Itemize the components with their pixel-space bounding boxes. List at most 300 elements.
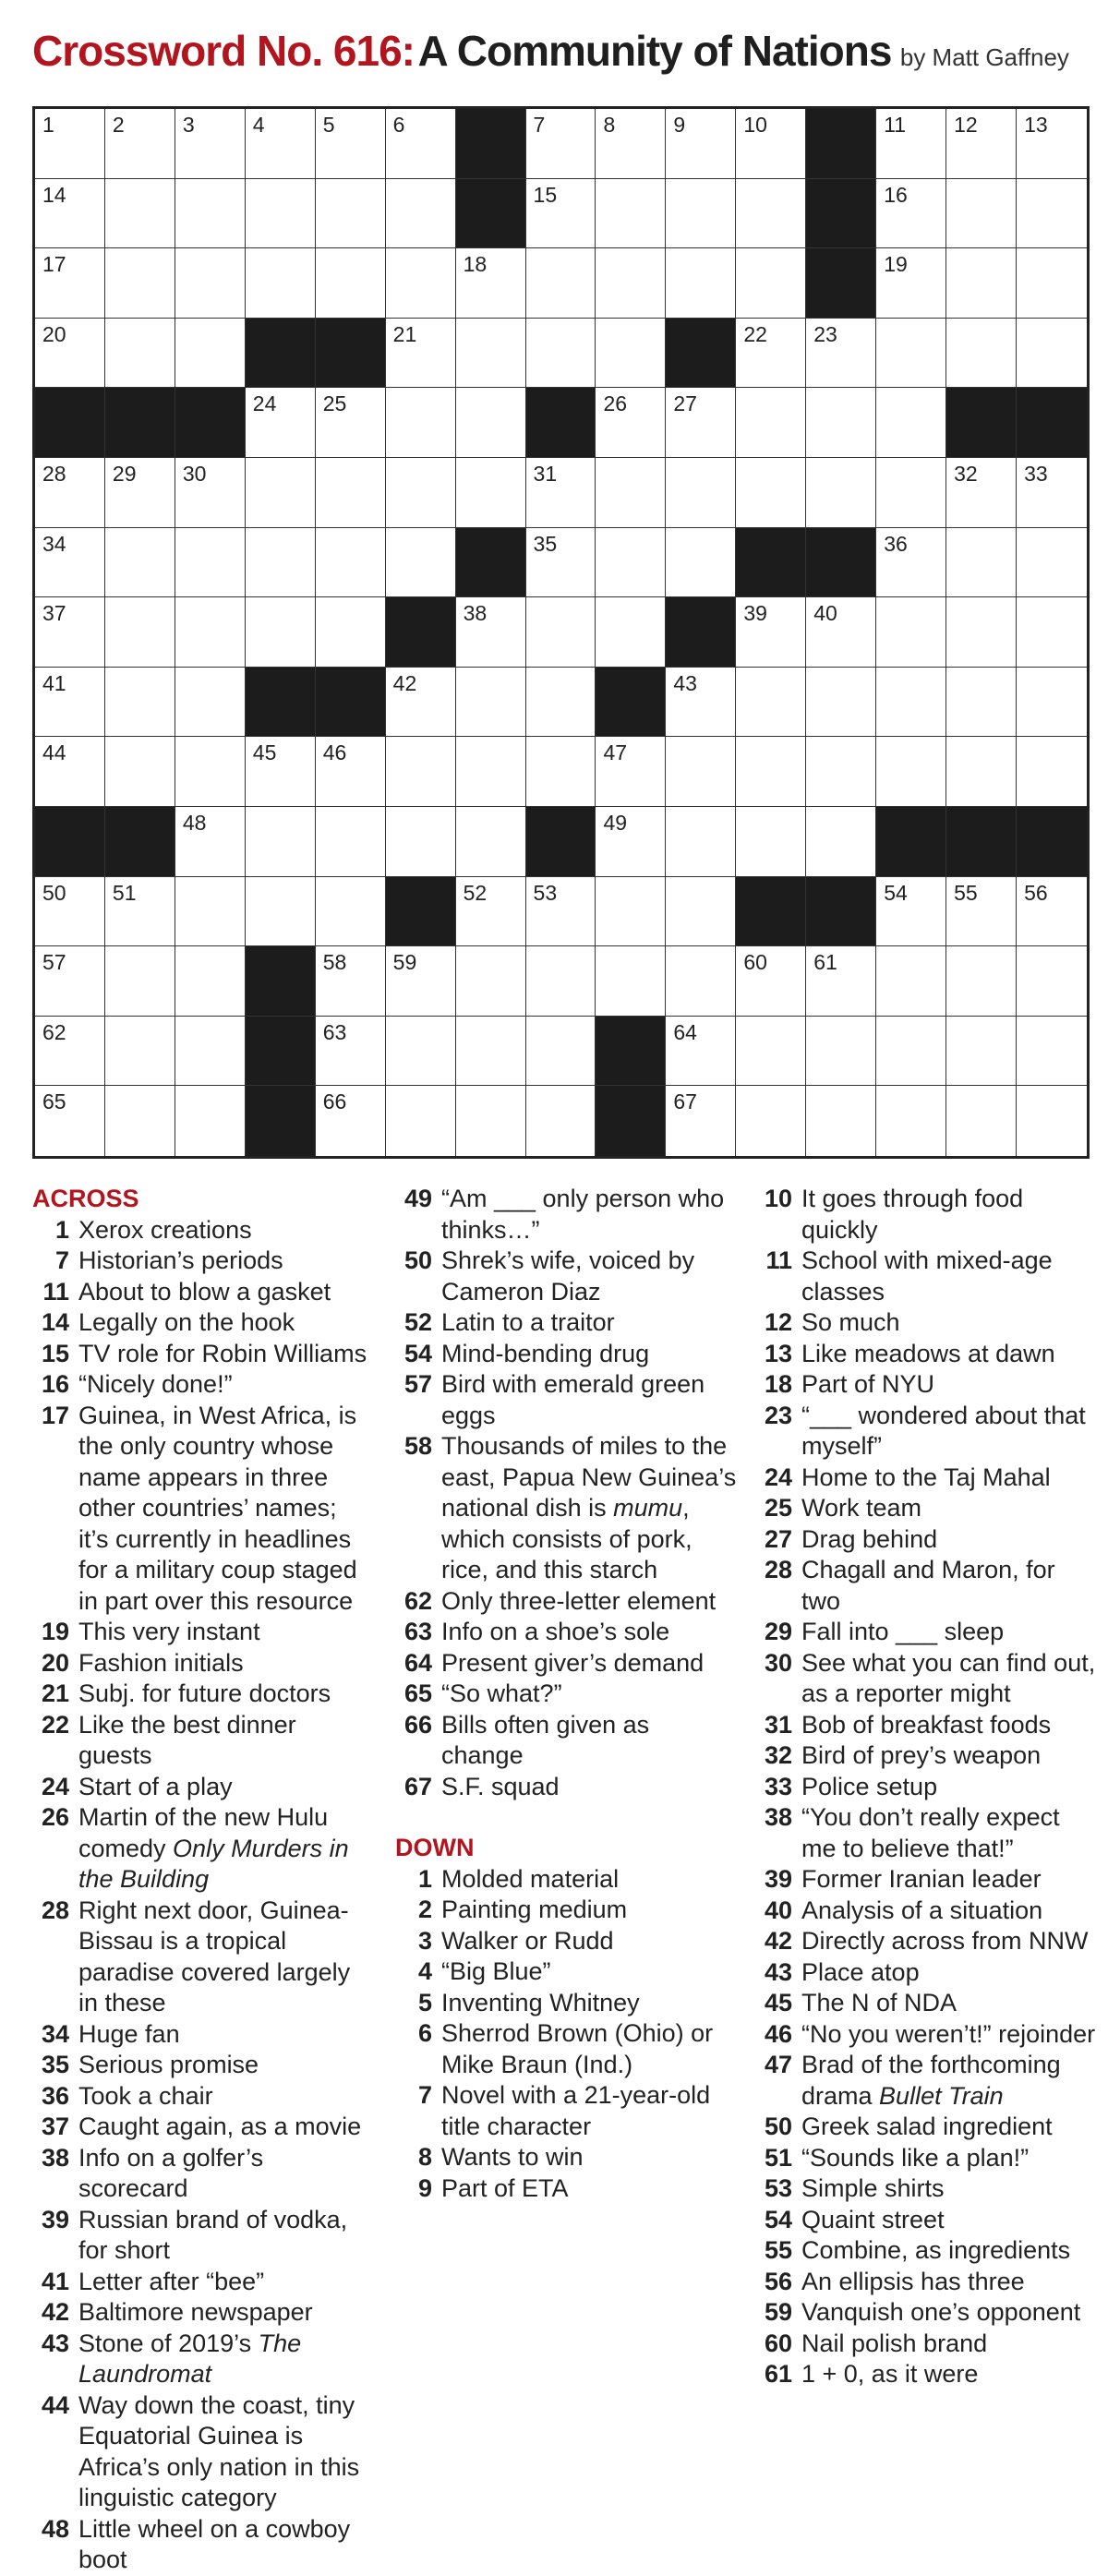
grid-cell[interactable] [386, 388, 456, 458]
grid-cell[interactable] [35, 737, 105, 807]
grid-cell[interactable] [736, 807, 806, 877]
clue-number: 28 [41, 1896, 69, 1924]
grid-cell[interactable] [596, 458, 666, 528]
clue-text [801, 1339, 1099, 1370]
grid-cell[interactable] [946, 668, 1017, 738]
clue-number: 34 [41, 2019, 69, 2048]
grid-cell[interactable] [946, 319, 1017, 389]
grid-cell[interactable] [736, 737, 806, 807]
grid-cell[interactable] [386, 319, 456, 389]
grid-cell[interactable] [596, 877, 666, 947]
grid-cell[interactable] [946, 737, 1017, 807]
grid-cell[interactable] [666, 528, 736, 598]
grid-cell[interactable] [806, 319, 876, 389]
clue-item [755, 1926, 1099, 1957]
grid-cell[interactable] [246, 807, 316, 877]
grid-cell[interactable] [316, 946, 386, 1017]
grid-cell[interactable] [175, 737, 246, 807]
grid-cell[interactable] [876, 248, 946, 319]
grid-cell[interactable] [666, 807, 736, 877]
grid-cell[interactable] [946, 1017, 1017, 1087]
clue-text-main: Russian brand of vodka, for short [78, 2205, 348, 2264]
grid-cell[interactable] [175, 179, 246, 249]
clue-text-main: Simple shirts [801, 2174, 945, 2202]
grid-cell[interactable] [386, 248, 456, 319]
grid-cell[interactable] [35, 528, 105, 598]
clue-number: 53 [764, 2174, 792, 2202]
grid-cell[interactable] [35, 319, 105, 389]
grid-cell[interactable] [806, 737, 876, 807]
clue-number: 61 [764, 2360, 792, 2388]
clue-number: 51 [764, 2143, 792, 2172]
clue-number: 45 [764, 1989, 792, 2016]
clue-text-main: Bird of prey’s weapon [801, 1741, 1042, 1769]
cell-number: 32 [954, 461, 978, 486]
grid-cell[interactable] [456, 248, 526, 319]
grid-cell[interactable] [105, 109, 175, 179]
clue-item [32, 1710, 372, 1772]
grid-cell[interactable] [666, 877, 736, 947]
grid-cell[interactable] [35, 248, 105, 319]
grid-cell[interactable] [246, 179, 316, 249]
clue-text-main: Analysis of a situation [801, 1896, 1043, 1924]
grid-cell[interactable] [666, 668, 736, 738]
grid-cell[interactable] [596, 737, 666, 807]
grid-cell[interactable] [386, 668, 456, 738]
grid-cell[interactable] [806, 668, 876, 738]
grid-cell[interactable] [1017, 1017, 1087, 1087]
clue-text-main: Info on a golfer’s scorecard [78, 2143, 264, 2202]
grid-cell[interactable] [526, 668, 596, 738]
clue-number: 8 [417, 2143, 432, 2171]
grid-cell[interactable] [736, 388, 806, 458]
grid-cell[interactable] [596, 109, 666, 179]
grid-cell[interactable] [526, 528, 596, 598]
grid-cell[interactable] [456, 807, 526, 877]
clue-item [395, 1772, 737, 1803]
clue-number: 23 [764, 1401, 792, 1429]
clue-number: 3 [417, 1926, 432, 1955]
grid-cell[interactable] [105, 1017, 175, 1087]
grid-cell[interactable] [526, 458, 596, 528]
grid-cell[interactable] [526, 1017, 596, 1087]
grid-cell[interactable] [806, 1017, 876, 1087]
cell-number: 55 [954, 880, 978, 905]
clue-text-main: School with mixed-age classes [801, 1246, 1053, 1306]
clue-text-main: Bills often given as change [441, 1710, 650, 1769]
clue-item [755, 2297, 1099, 2329]
grid-cell[interactable] [736, 179, 806, 249]
grid-cell[interactable] [1017, 248, 1087, 319]
grid-cell[interactable] [386, 109, 456, 179]
grid-cell[interactable] [175, 1086, 246, 1156]
grid-cell[interactable] [806, 597, 876, 668]
grid-cell[interactable] [596, 388, 666, 458]
grid-cell[interactable] [175, 248, 246, 319]
grid-cell[interactable] [946, 528, 1017, 598]
grid-cell[interactable] [316, 1086, 386, 1156]
grid-cell[interactable] [456, 388, 526, 458]
grid-cell[interactable] [246, 528, 316, 598]
clue-text [801, 2267, 1099, 2298]
clue-text [78, 2050, 372, 2081]
grid-cell[interactable] [456, 319, 526, 389]
clue-item [395, 1431, 737, 1586]
byline: by Matt Gaffney [899, 43, 1069, 71]
clue-text [78, 1648, 372, 1679]
clue-text [78, 1710, 372, 1772]
grid-cell[interactable] [386, 946, 456, 1017]
grid-cell[interactable] [596, 179, 666, 249]
grid-cell[interactable] [456, 1086, 526, 1156]
clue-text-italic: The Laundromat [78, 2329, 302, 2388]
cell-number: 51 [112, 880, 137, 905]
grid-cell[interactable] [246, 248, 316, 319]
grid-cell[interactable] [386, 458, 456, 528]
black-square [105, 388, 175, 458]
clue-text [801, 1802, 1099, 1864]
cell-number: 67 [673, 1089, 697, 1114]
clue-item [395, 2173, 737, 2205]
clue-text [441, 1988, 737, 2019]
grid-cell[interactable] [105, 946, 175, 1017]
grid-cell[interactable] [596, 597, 666, 668]
grid-cell[interactable] [105, 877, 175, 947]
black-square [456, 528, 526, 598]
clue-text-main: Caught again, as a movie [78, 2113, 362, 2140]
grid-cell[interactable] [946, 109, 1017, 179]
grid-cell[interactable] [35, 946, 105, 1017]
cell-number: 34 [42, 531, 66, 556]
clue-number: 21 [41, 1679, 69, 1707]
grid-cell[interactable] [35, 1086, 105, 1156]
clue-text-main: Xerox creations [78, 1215, 252, 1244]
clue-text-main: Thousands of miles to the east, Papua New Guinea’s national dish is [441, 1432, 737, 1522]
clue-text [801, 2297, 1099, 2329]
clue-text-main: Painting medium [441, 1896, 628, 1923]
grid-cell[interactable] [456, 458, 526, 528]
clue-item [755, 1493, 1099, 1524]
clue-text [801, 1926, 1099, 1957]
grid-cell[interactable] [666, 179, 736, 249]
grid-cell[interactable] [246, 458, 316, 528]
clue-number: 50 [764, 2113, 792, 2140]
cell-number: 29 [112, 461, 137, 486]
grid-cell[interactable] [105, 668, 175, 738]
grid-cell[interactable] [596, 946, 666, 1017]
grid-cell[interactable] [316, 388, 386, 458]
grid-cell[interactable] [246, 877, 316, 947]
clue-text [441, 1307, 737, 1339]
cell-number: 27 [673, 391, 697, 416]
grid-cell[interactable] [1017, 597, 1087, 668]
grid-cell[interactable] [736, 946, 806, 1017]
grid-cell[interactable] [876, 319, 946, 389]
clue-number: 52 [403, 1308, 432, 1336]
grid-cell[interactable] [316, 597, 386, 668]
grid-cell[interactable] [35, 1017, 105, 1087]
clue-text-main: S.F. squad [441, 1772, 560, 1800]
grid-cell[interactable] [1017, 1086, 1087, 1156]
grid-cell[interactable] [386, 1086, 456, 1156]
clue-number: 48 [41, 2514, 69, 2543]
cell-number: 26 [603, 391, 628, 416]
clue-text [441, 1710, 737, 1772]
grid-cell[interactable] [806, 807, 876, 877]
cell-number: 63 [322, 1019, 347, 1044]
grid-cell[interactable] [806, 946, 876, 1017]
grid-cell[interactable] [1017, 528, 1087, 598]
grid-cell[interactable] [35, 179, 105, 249]
grid-cell[interactable] [946, 597, 1017, 668]
grid-cell[interactable] [316, 109, 386, 179]
grid-cell[interactable] [456, 597, 526, 668]
clue-text-main: “Am ___ only person who thinks…” [441, 1185, 725, 1244]
grid-cell[interactable] [876, 1017, 946, 1087]
grid-cell[interactable] [175, 528, 246, 598]
clue-item [395, 1710, 737, 1772]
grid-cell[interactable] [876, 597, 946, 668]
grid-cell[interactable] [456, 1017, 526, 1087]
black-square [806, 179, 876, 249]
grid-cell[interactable] [456, 877, 526, 947]
clue-item [395, 1586, 737, 1618]
grid-cell[interactable] [946, 946, 1017, 1017]
grid-cell[interactable] [1017, 319, 1087, 389]
grid-cell[interactable] [316, 179, 386, 249]
grid-cell[interactable] [246, 109, 316, 179]
grid-cell[interactable] [1017, 668, 1087, 738]
grid-cell[interactable] [876, 388, 946, 458]
cell-number: 3 [182, 113, 195, 137]
black-square [806, 877, 876, 947]
grid-cell[interactable] [175, 597, 246, 668]
grid-cell[interactable] [806, 458, 876, 528]
grid-cell[interactable] [316, 737, 386, 807]
clue-number: 33 [764, 1772, 792, 1800]
grid-cell[interactable] [946, 179, 1017, 249]
grid-cell[interactable] [526, 597, 596, 668]
grid-cell[interactable] [175, 458, 246, 528]
grid-cell[interactable] [666, 737, 736, 807]
clue-text [441, 1895, 737, 1926]
grid-cell[interactable] [666, 109, 736, 179]
grid-cell[interactable] [946, 248, 1017, 319]
grid-cell[interactable] [666, 1017, 736, 1087]
clue-item [32, 2514, 372, 2576]
clue-number: 17 [41, 1401, 69, 1429]
grid-cell[interactable] [456, 668, 526, 738]
clue-item [755, 1246, 1099, 1307]
clue-text-main: About to blow a gasket [78, 1277, 331, 1306]
grid-cell[interactable] [105, 1086, 175, 1156]
clue-text-main: Molded material [441, 1864, 620, 1893]
black-square [175, 388, 246, 458]
grid-cell[interactable] [246, 737, 316, 807]
clue-text-main: Part of ETA [441, 2173, 569, 2202]
clue-text-main: Quaint street [801, 2205, 945, 2233]
grid-cell[interactable] [1017, 179, 1087, 249]
grid-cell[interactable] [736, 1086, 806, 1156]
clue-item [755, 1184, 1099, 1246]
grid-cell[interactable] [736, 248, 806, 319]
puzzle-name: A Community of Nations [417, 27, 892, 75]
grid-cell[interactable] [175, 1017, 246, 1087]
grid-cell[interactable] [316, 528, 386, 598]
grid-cell[interactable] [526, 1086, 596, 1156]
grid-cell[interactable] [175, 319, 246, 389]
grid-cell[interactable] [316, 248, 386, 319]
clue-number: 1 [417, 1864, 432, 1893]
grid-cell[interactable] [736, 597, 806, 668]
grid-cell[interactable] [666, 1086, 736, 1156]
grid-cell[interactable] [105, 597, 175, 668]
grid-cell[interactable] [526, 877, 596, 947]
grid-cell[interactable] [666, 388, 736, 458]
black-square [456, 179, 526, 249]
grid-cell[interactable] [386, 807, 456, 877]
grid-cell[interactable] [105, 248, 175, 319]
clue-item [395, 1307, 737, 1339]
grid-cell[interactable] [666, 248, 736, 319]
grid-cell[interactable] [316, 458, 386, 528]
grid-cell[interactable] [526, 946, 596, 1017]
grid-cell[interactable] [246, 388, 316, 458]
clue-text-main: Little wheel on a cowboy boot [78, 2514, 351, 2573]
clue-column-1 [32, 1184, 372, 2576]
clue-text-main: Police setup [801, 1772, 938, 1800]
clue-item [755, 1802, 1099, 1864]
grid-cell[interactable] [666, 458, 736, 528]
grid-cell[interactable] [736, 319, 806, 389]
grid-cell[interactable] [736, 458, 806, 528]
grid-cell[interactable] [596, 528, 666, 598]
clue-item [32, 1246, 372, 1277]
grid-cell[interactable] [105, 179, 175, 249]
grid-cell[interactable] [35, 597, 105, 668]
grid-cell[interactable] [666, 946, 736, 1017]
grid-cell[interactable] [876, 109, 946, 179]
grid-cell[interactable] [456, 737, 526, 807]
grid-cell[interactable] [1017, 737, 1087, 807]
grid-cell[interactable] [386, 1017, 456, 1087]
grid-cell[interactable] [876, 1086, 946, 1156]
grid-cell[interactable] [1017, 877, 1087, 947]
grid-cell[interactable] [35, 877, 105, 947]
grid-cell[interactable] [1017, 946, 1087, 1017]
clue-text [78, 2205, 372, 2267]
clue-item [32, 1277, 372, 1308]
cell-number: 15 [533, 182, 558, 207]
grid-cell[interactable] [105, 737, 175, 807]
grid-cell[interactable] [806, 388, 876, 458]
cell-number: 24 [252, 391, 277, 416]
clue-item [755, 2267, 1099, 2298]
grid-cell[interactable] [386, 528, 456, 598]
black-square [246, 668, 316, 738]
grid-cell[interactable] [596, 248, 666, 319]
grid-cell[interactable] [175, 946, 246, 1017]
grid-cell[interactable] [35, 458, 105, 528]
clue-text-main: Directly across from NNW [801, 1927, 1089, 1955]
clue-text [801, 2359, 1099, 2390]
grid-cell[interactable] [175, 807, 246, 877]
grid-cell[interactable] [105, 528, 175, 598]
clue-number: 54 [764, 2205, 792, 2233]
grid-cell[interactable] [316, 1017, 386, 1087]
grid-cell[interactable] [175, 109, 246, 179]
grid-cell[interactable] [876, 877, 946, 947]
grid-cell[interactable] [456, 946, 526, 1017]
grid-cell[interactable] [526, 248, 596, 319]
grid-cell[interactable] [596, 807, 666, 877]
clue-text-italic: Only Murders in the Building [78, 1834, 349, 1893]
grid-cell[interactable] [526, 319, 596, 389]
clue-text [801, 1401, 1099, 1463]
grid-cell[interactable] [876, 528, 946, 598]
clue-item [755, 1957, 1099, 1989]
grid-cell[interactable] [876, 668, 946, 738]
grid-cell[interactable] [806, 1086, 876, 1156]
grid-cell[interactable] [876, 179, 946, 249]
grid-cell[interactable] [316, 877, 386, 947]
clue-text [801, 1772, 1099, 1803]
cell-number: 33 [1024, 461, 1048, 486]
grid-cell[interactable] [946, 1086, 1017, 1156]
grid-cell[interactable] [1017, 458, 1087, 528]
grid-cell[interactable] [526, 109, 596, 179]
clue-text-main: Guinea, in West Africa, is the only country whose name appears in three other countries’ names; it’s currently in headlines for a military coup staged in part over this resource [78, 1401, 357, 1615]
grid-cell[interactable] [946, 877, 1017, 947]
grid-cell[interactable] [386, 737, 456, 807]
clue-number: 11 [765, 1246, 792, 1274]
black-square [456, 109, 526, 179]
grid-cell[interactable] [876, 737, 946, 807]
cell-number: 14 [42, 182, 66, 207]
grid-cell[interactable] [876, 458, 946, 528]
grid-cell[interactable] [1017, 109, 1087, 179]
cell-number: 59 [392, 950, 417, 975]
grid-cell[interactable] [526, 179, 596, 249]
grid-cell[interactable] [596, 319, 666, 389]
grid-cell[interactable] [736, 1017, 806, 1087]
grid-cell[interactable] [526, 737, 596, 807]
grid-cell[interactable] [246, 597, 316, 668]
grid-cell[interactable] [386, 179, 456, 249]
grid-cell[interactable] [316, 807, 386, 877]
grid-cell[interactable] [876, 946, 946, 1017]
grid-cell[interactable] [736, 668, 806, 738]
clue-text [78, 1215, 372, 1246]
grid-cell[interactable] [175, 877, 246, 947]
grid-cell[interactable] [175, 668, 246, 738]
clue-text [78, 1617, 372, 1648]
grid-cell[interactable] [946, 458, 1017, 528]
black-square [806, 528, 876, 598]
clue-text [441, 1956, 737, 1988]
grid-cell[interactable] [105, 319, 175, 389]
grid-cell[interactable] [736, 109, 806, 179]
grid-cell[interactable] [35, 668, 105, 738]
grid-cell[interactable] [105, 458, 175, 528]
clue-text-main: Place atop [801, 1957, 920, 1986]
clue-number: 28 [764, 1556, 792, 1583]
clue-number: 2 [417, 1896, 432, 1923]
clue-number: 46 [764, 2019, 792, 2048]
clue-text-main: Sherrod Brown (Ohio) or Mike Braun (Ind.) [441, 2019, 714, 2078]
black-square [666, 597, 736, 668]
grid-cell[interactable] [35, 109, 105, 179]
